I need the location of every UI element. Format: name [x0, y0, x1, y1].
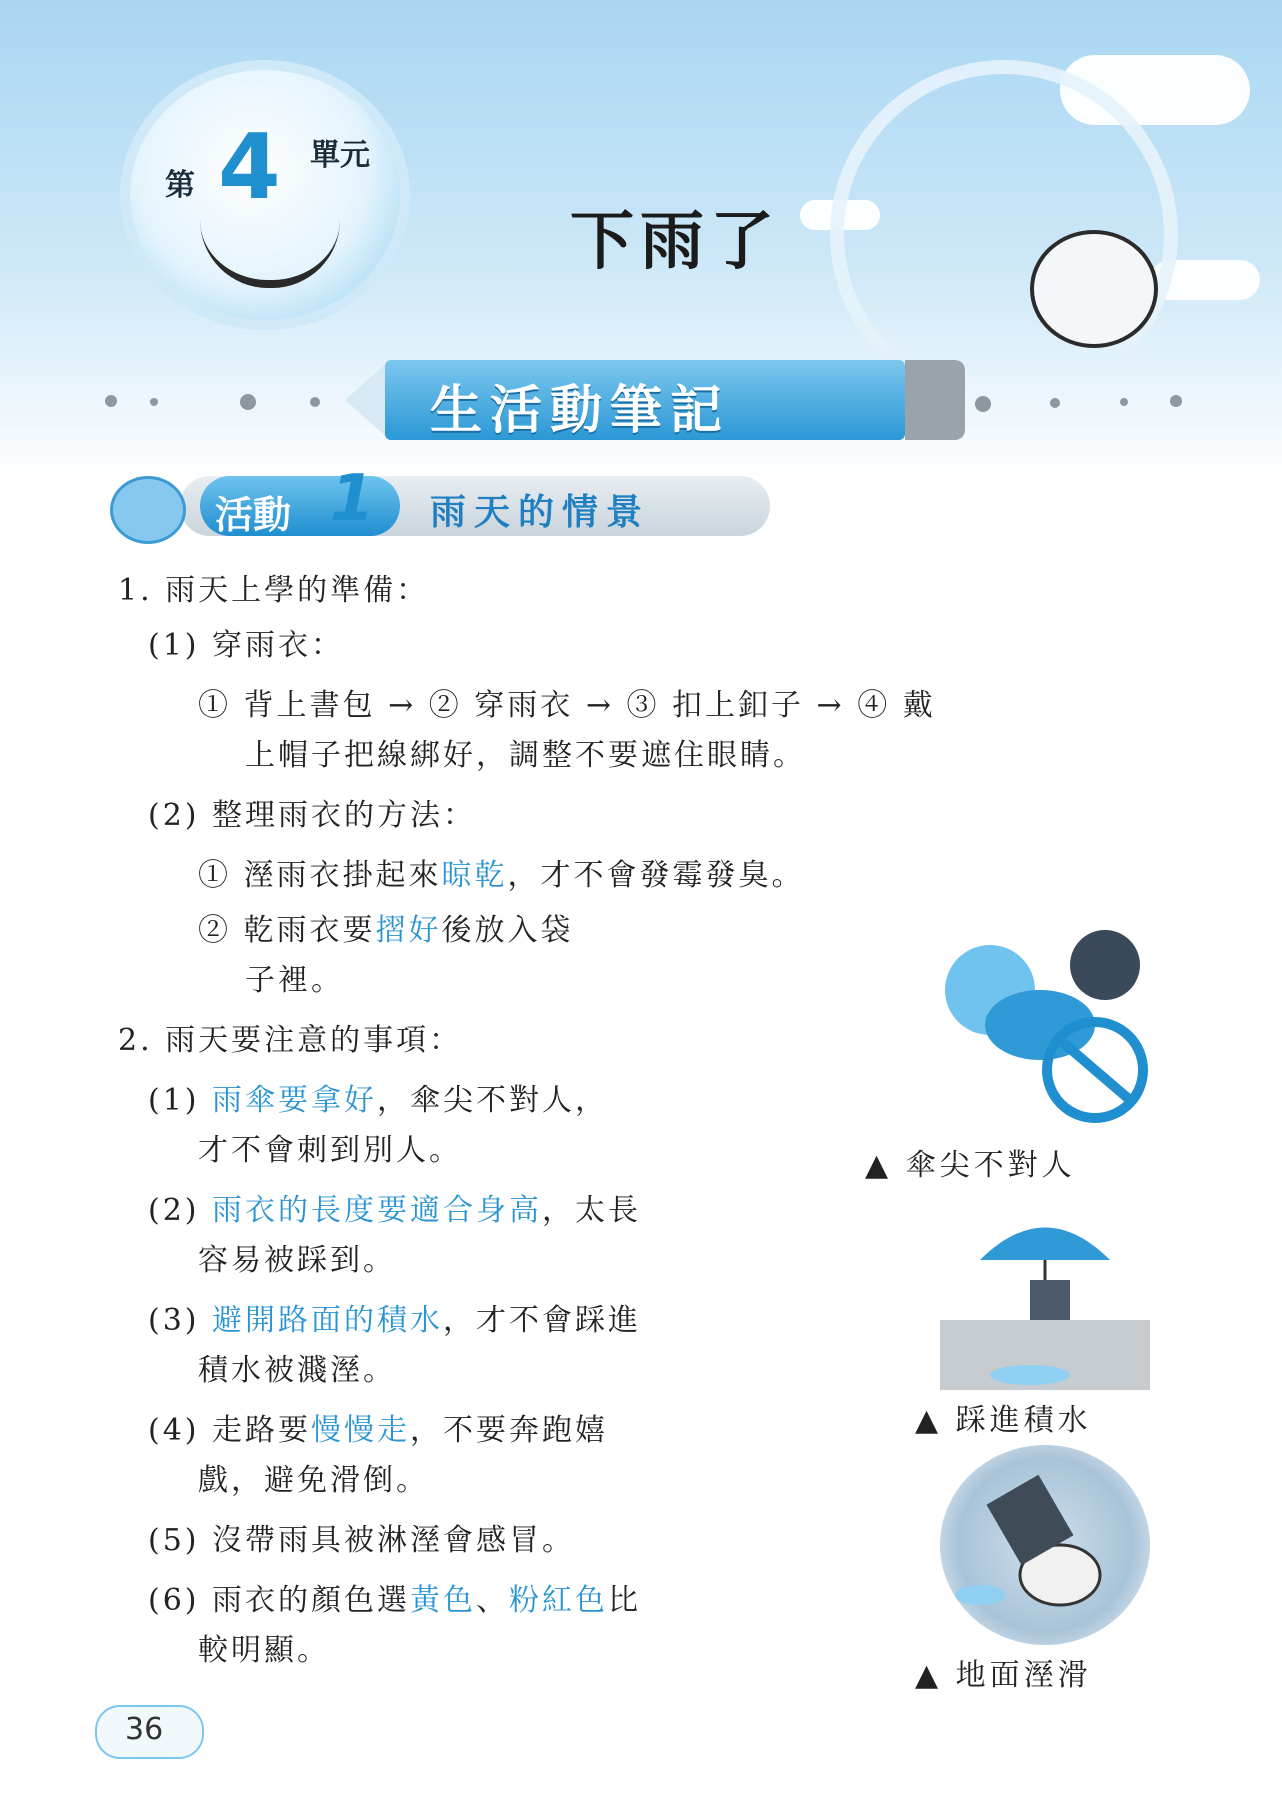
umbrella-kids-illustration — [920, 920, 1150, 1130]
page-title: 下雨了 — [570, 205, 780, 279]
unit-prefix: 第 — [165, 168, 195, 203]
dot-decoration — [1170, 395, 1182, 407]
dot-decoration — [1050, 398, 1060, 408]
unit-suffix: 單元 — [310, 138, 370, 173]
text: 、 — [476, 1583, 510, 1618]
text: (6) 雨衣的顏色選 — [148, 1583, 411, 1618]
rainbow-decoration — [830, 60, 1178, 408]
dot-decoration — [975, 396, 991, 412]
text: ，太長 — [542, 1193, 642, 1228]
subsection-heading: (2) 整理雨衣的方法： — [148, 798, 477, 833]
list-item — [148, 1190, 641, 1232]
list-item-continued: 才不會刺到別人。 — [198, 1133, 462, 1168]
pencil-end — [905, 360, 965, 440]
caption: ▲ 踩進積水 — [915, 1403, 1092, 1438]
caption: ▲ 傘尖不對人 — [865, 1148, 1076, 1183]
text: ，傘尖不對人， — [377, 1083, 609, 1118]
dot-decoration — [150, 398, 158, 406]
item-number: (1) — [148, 1083, 200, 1118]
notes-banner-title: 生活動筆記 — [430, 381, 731, 441]
list-item — [148, 1410, 608, 1452]
text: (4) 走路要 — [148, 1413, 312, 1448]
list-item-continued: 子裡。 — [245, 963, 344, 998]
highlight: 晾乾 — [441, 858, 508, 893]
dot-decoration — [310, 397, 320, 407]
pencil-tip — [345, 360, 390, 440]
highlight: 黃色 — [410, 1583, 477, 1618]
subsection-heading: (1) 穿雨衣： — [148, 628, 345, 663]
page-number: 36 — [125, 1712, 164, 1747]
dot-decoration — [105, 395, 117, 407]
girl-character-illustration — [1030, 230, 1158, 348]
caption: ▲ 地面溼滑 — [915, 1658, 1092, 1693]
activity-number: 1 — [330, 462, 375, 536]
item-number: (3) — [148, 1303, 200, 1338]
list-item-continued: 較明顯。 — [198, 1633, 330, 1668]
section-heading: 2. 雨天要注意的事項： — [118, 1023, 463, 1058]
umbrella-kids-svg — [920, 920, 1150, 1130]
text: ② 乾雨衣要 — [198, 913, 376, 948]
list-item-continued: 戲，避免滑倒。 — [198, 1463, 429, 1498]
dot-decoration — [1120, 398, 1128, 406]
puddle-boy-svg — [940, 1200, 1150, 1390]
section-heading: 1. 雨天上學的準備： — [118, 573, 430, 608]
list-item-continued: 積水被濺溼。 — [198, 1353, 396, 1388]
list-item — [198, 855, 805, 897]
list-item-continued: 容易被踩到。 — [198, 1243, 396, 1278]
unit-number: 4 — [218, 115, 281, 220]
highlight: 粉紅色 — [509, 1583, 609, 1618]
text: 後放入袋 — [441, 913, 574, 948]
text: ① 溼雨衣掛起來 — [198, 858, 442, 893]
list-item — [148, 1580, 641, 1622]
list-item — [198, 910, 574, 952]
text: ，才不會踩進 — [443, 1303, 642, 1338]
slipping-boy-svg — [940, 1445, 1150, 1645]
text: 比 — [608, 1583, 642, 1618]
dot-decoration — [240, 394, 256, 410]
highlight: 雨衣的長度要適合身高 — [212, 1193, 543, 1228]
activity-label: 活動 — [215, 493, 292, 537]
list-item — [148, 1300, 641, 1342]
highlight: 避開路面的積水 — [212, 1303, 444, 1338]
highlight: 摺好 — [375, 913, 442, 948]
step-line: ① 背上書包 → ② 穿雨衣 → ③ 扣上釦子 → ④ 戴 — [198, 688, 936, 723]
text: ，不要奔跑嬉 — [410, 1413, 609, 1448]
list-item: (5) 沒帶雨具被淋溼會感冒。 — [148, 1523, 576, 1558]
text: ，才不會發霉發臭。 — [507, 858, 805, 893]
activity-title: 雨天的情景 — [430, 492, 651, 533]
step-line: 上帽子把線綁好，調整不要遮住眼睛。 — [245, 738, 806, 773]
list-item — [148, 1080, 608, 1122]
puddle-boy-illustration — [940, 1200, 1150, 1390]
highlight: 慢慢走 — [311, 1413, 411, 1448]
item-number: (2) — [148, 1193, 200, 1228]
highlight: 雨傘要拿好 — [212, 1083, 378, 1118]
slipping-boy-illustration — [940, 1445, 1150, 1645]
bear-icon — [110, 476, 186, 544]
